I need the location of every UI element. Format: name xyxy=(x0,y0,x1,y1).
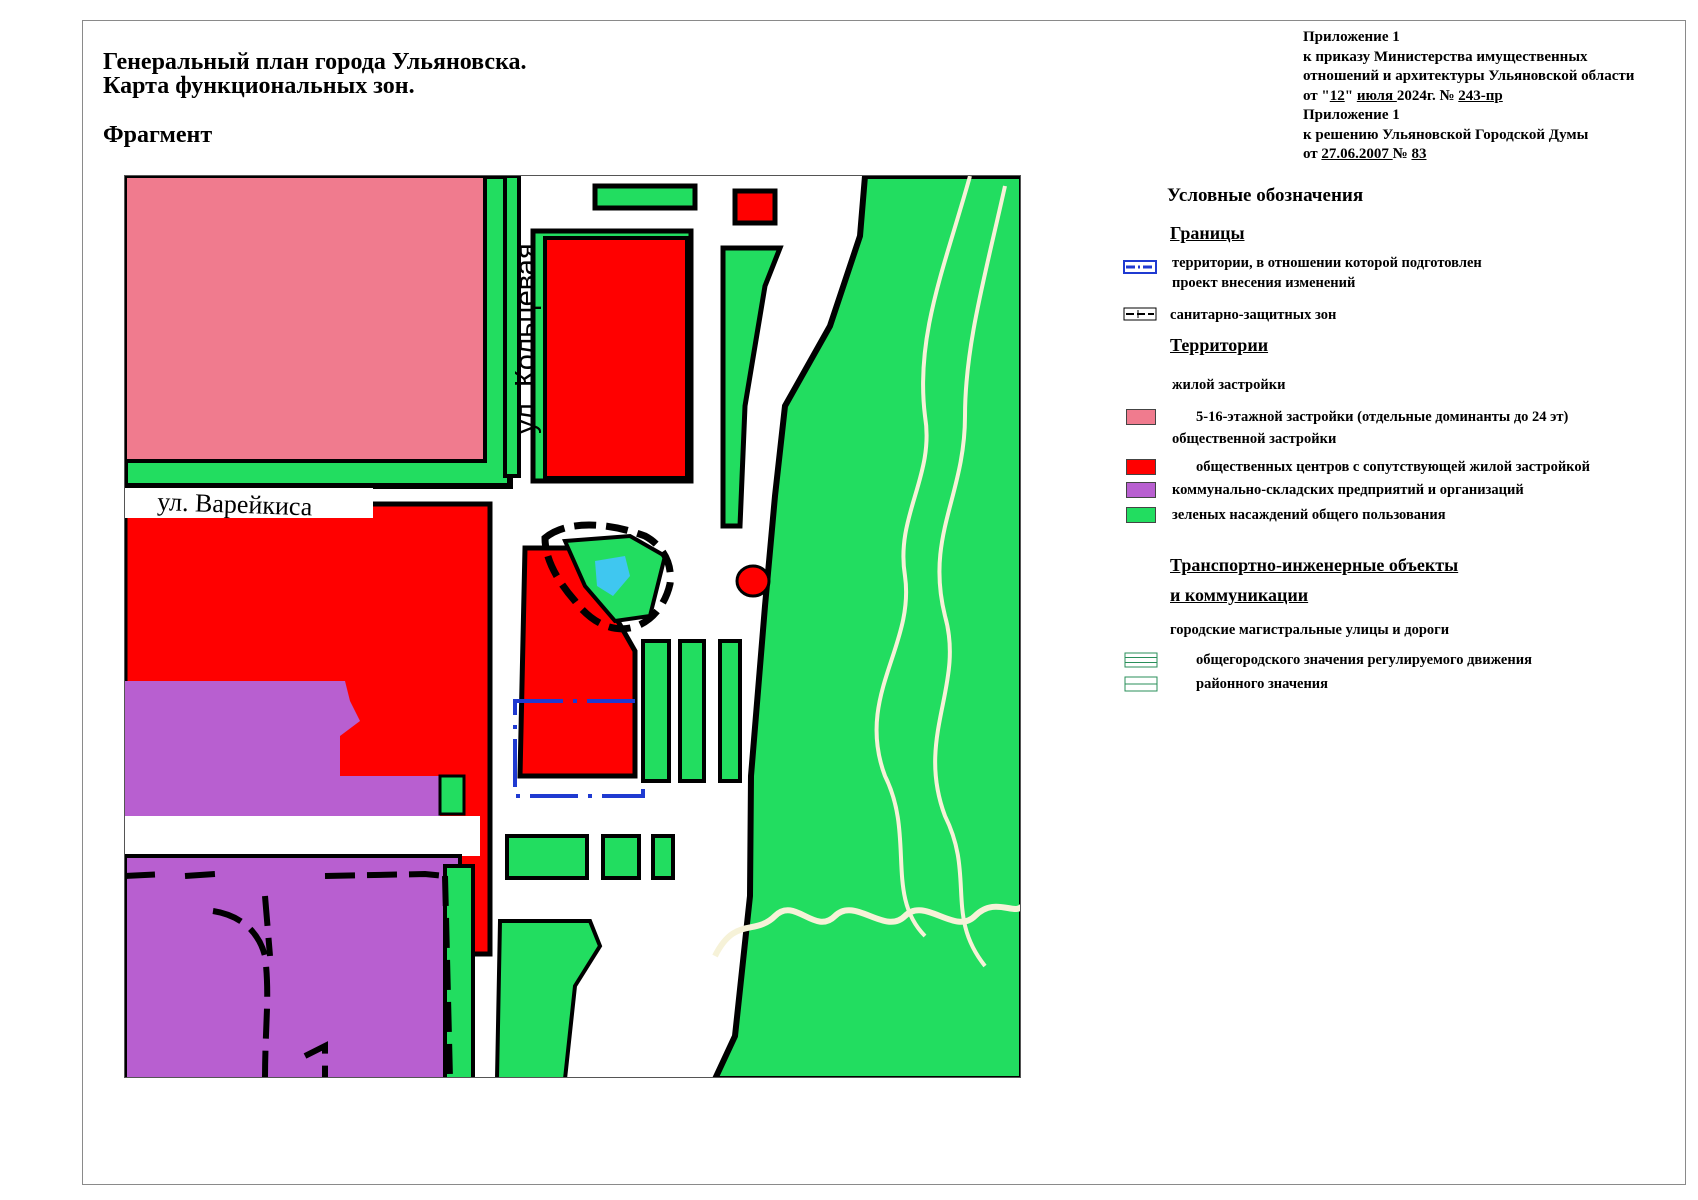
order-day: 12 xyxy=(1329,87,1345,104)
legend-sanitary-zone: санитарно-защитных зон xyxy=(1170,307,1337,323)
green-block-south-3 xyxy=(653,836,673,878)
swatch-public-centers xyxy=(1126,459,1156,475)
street-label-koltsevaya: ул. Кольцевая xyxy=(510,243,542,434)
map-fragment xyxy=(124,175,1021,1078)
green-strip-2 xyxy=(680,641,704,781)
legend-road-city: общегородского значения регулируемого движения xyxy=(1196,652,1532,668)
legend-roads: городские магистральные улицы и дороги xyxy=(1170,622,1450,638)
legend-project-boundary-2: проект внесения изменений xyxy=(1172,275,1356,291)
appendix-line-1: Приложение 1 xyxy=(1303,29,1400,45)
appendix-line-2: к приказу Министерства имущественных xyxy=(1303,48,1588,65)
sanitary-zone-symbol xyxy=(1123,307,1157,321)
green-block-south-2 xyxy=(603,836,639,878)
order-number: 243-пр xyxy=(1458,87,1503,104)
road-district-symbol xyxy=(1124,676,1158,692)
public-block-top xyxy=(735,191,775,223)
legend-road-district: районного значения xyxy=(1196,676,1328,692)
swatch-communal xyxy=(1126,482,1156,498)
appendix-line-3: отношений и архитектуры Ульяновской области xyxy=(1303,68,1635,84)
street-label-vareykisa: ул. Варейкиса xyxy=(156,487,313,522)
decision-prefix: от xyxy=(1303,146,1322,162)
legend-section-transport-1: Транспортно-инженерные объекты xyxy=(1170,555,1459,575)
green-strip-1 xyxy=(643,641,669,781)
appendix-block xyxy=(1303,28,1634,165)
green-block-top xyxy=(595,186,695,208)
green-block-small-west xyxy=(440,776,464,814)
legend-section-transport-2: и коммуникации xyxy=(1170,585,1309,605)
appendix-line-4 xyxy=(1303,87,1634,107)
order-quote: " xyxy=(1344,87,1357,104)
residential-zone xyxy=(125,176,485,461)
appendix-line-5: Приложение 1 xyxy=(1303,107,1400,123)
legend-public: общественной застройки xyxy=(1172,431,1337,447)
legend-title: Условные обозначения xyxy=(1167,185,1364,206)
map-title xyxy=(103,50,527,98)
decision-date: 27.06.2007 xyxy=(1321,146,1393,162)
legend-section-boundaries: Границы xyxy=(1170,223,1245,243)
decision-no-label: № xyxy=(1392,146,1412,162)
green-strip-3 xyxy=(720,641,740,781)
order-date-prefix: от " xyxy=(1303,87,1330,104)
roundabout-center xyxy=(737,566,769,596)
map-canvas xyxy=(125,176,1021,1078)
swatch-residential xyxy=(1126,409,1156,425)
road-city-symbol xyxy=(1124,652,1158,668)
order-year: 2024г. № xyxy=(1396,87,1459,104)
legend-residential-5-16: 5-16-этажной застройки (отдельные доминанты до 24 эт) xyxy=(1196,409,1569,425)
title-line-2: Карта функциональных зон. xyxy=(103,73,415,99)
legend-section-territories: Территории xyxy=(1170,335,1269,355)
order-month: июля xyxy=(1356,87,1397,104)
legend-communal: коммунально-складских предприятий и организаций xyxy=(1172,482,1524,498)
appendix-line-7 xyxy=(1303,145,1634,165)
appendix-line-6: к решению Ульяновской Городской Думы xyxy=(1303,126,1589,143)
title-line-1: Генеральный план города Ульяновска. xyxy=(103,49,527,75)
legend-green: зеленых насаждений общего пользования xyxy=(1172,507,1446,523)
project-boundary-symbol xyxy=(1123,260,1157,274)
communal-zone-south xyxy=(125,856,460,1078)
fragment-label: Фрагмент xyxy=(103,122,213,148)
legend-public-centers: общественных центров с сопутствующей жилой застройкой xyxy=(1196,459,1590,475)
road-south-west xyxy=(125,816,480,856)
legend-residential: жилой застройки xyxy=(1172,377,1286,393)
green-block-south-1 xyxy=(507,836,587,878)
decision-number: 83 xyxy=(1411,146,1427,162)
public-zone-north xyxy=(545,238,687,478)
legend-project-boundary: территории, в отношении которой подготовлен xyxy=(1172,255,1482,271)
swatch-green xyxy=(1126,507,1156,523)
